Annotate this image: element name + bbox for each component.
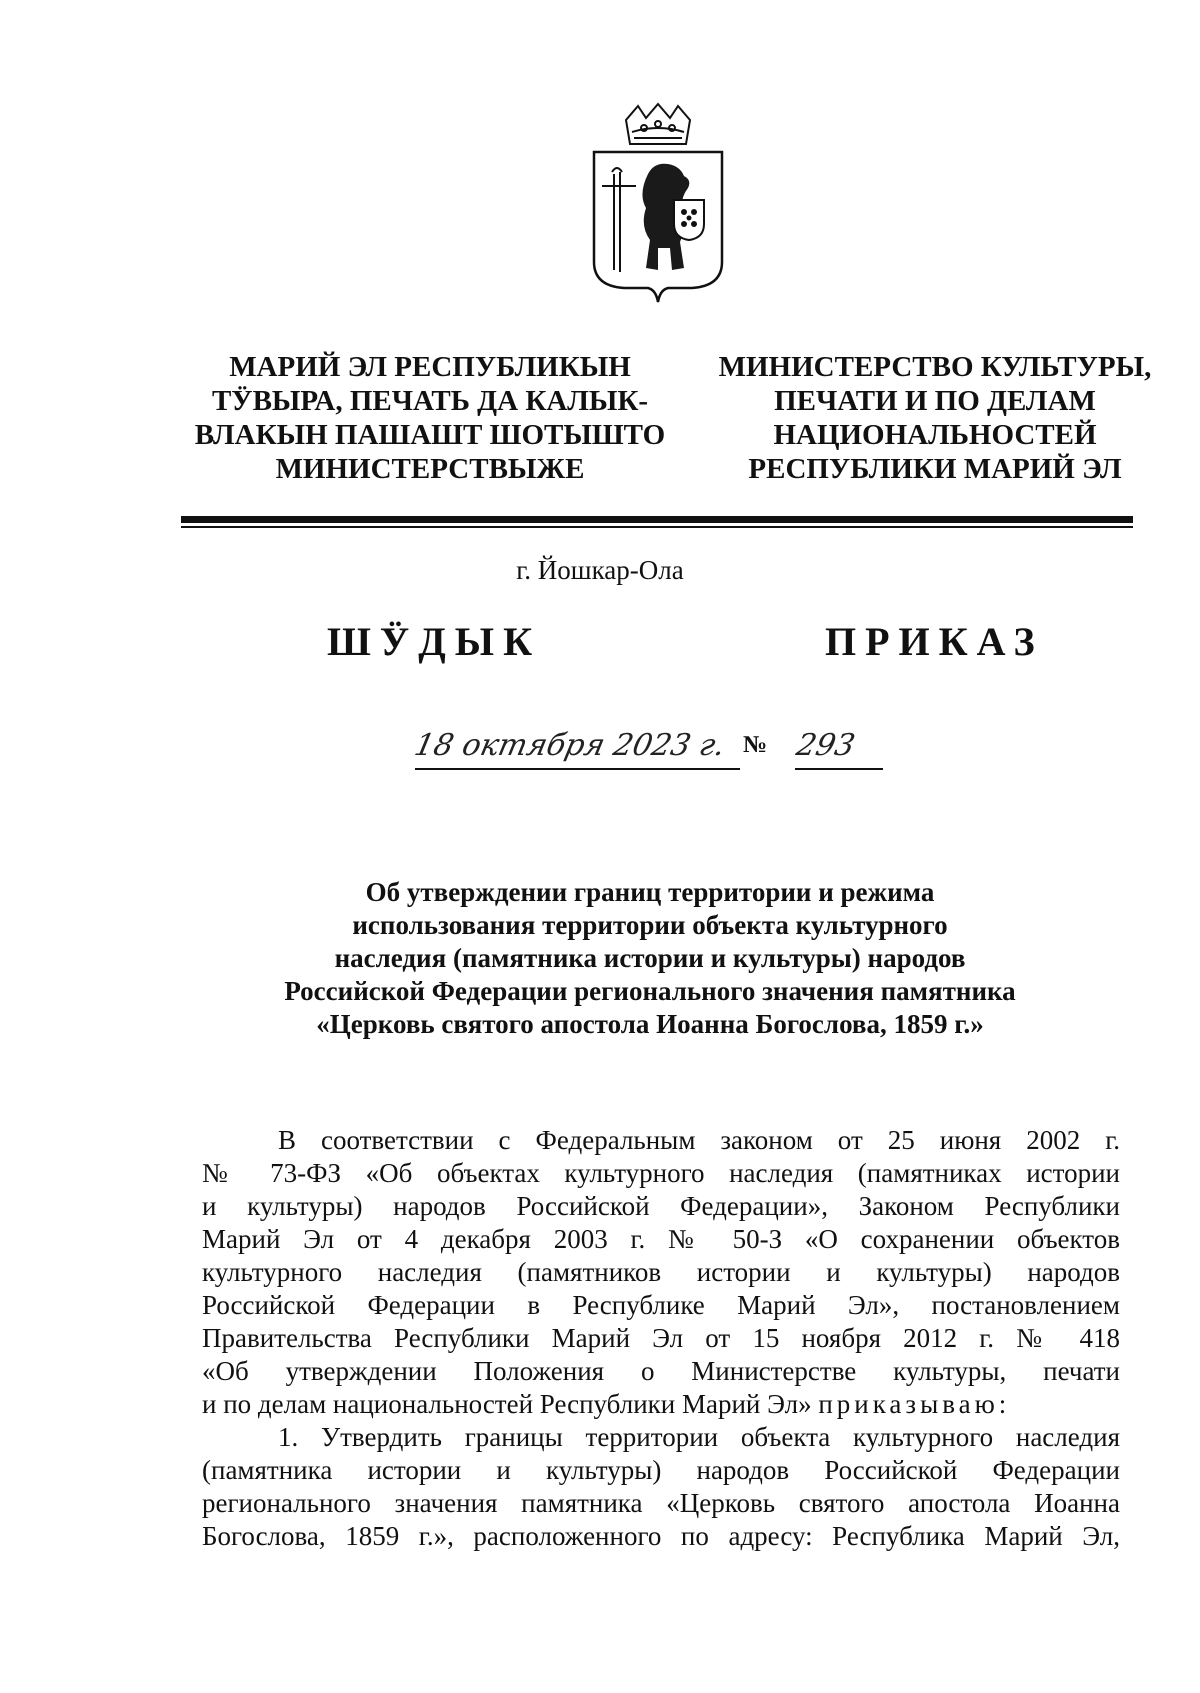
header-russian-line: МИНИСТЕРСТВО КУЛЬТУРЫ, [718,351,1152,383]
body-line: Богослова, 1859 г.», расположенного по адресу: Республика Марий Эл, [202,1521,1120,1551]
body-line-order [202,1388,1120,1421]
body-line: «Об утверждении Положения о Министерстве культуры, печати [202,1356,1120,1386]
title-line: Об утверждении границ территории и режима [365,877,935,907]
body-line-text: и по делам национальностей Республики Марий Эл» [202,1389,812,1419]
body-line: (памятника истории и культуры) народов Российской Федерации [202,1455,1120,1485]
body-line: Российской Федерации в Республике Марий Эл», постановлением [202,1290,1120,1320]
title-line: «Церковь святого апостола Иоанна Богослова, 1859 г.» [316,1009,984,1039]
document-title [180,876,1120,1041]
header-russian-line: НАЦИОНАЛЬНОСТЕЙ [773,419,1097,451]
handwritten-number: 293 [793,728,858,763]
body-line: 1. Утвердить границы территории объекта культурного наследия [278,1422,1120,1452]
header-russian-title [690,350,1180,486]
city-name: г. Йошкар-Ола [516,555,684,585]
body-line: № 73-ФЗ «Об объектах культурного наследия (памятниках истории [202,1158,1120,1188]
header-divider-thin [181,526,1133,528]
header-russian-line: РЕСПУБЛИКИ МАРИЙ ЭЛ [748,453,1122,485]
body-line: культурного наследия (памятников истории и культуры) народов [202,1257,1120,1287]
body-line: и культуры) народов Российской Федерации», Законом Республики [202,1191,1120,1221]
handwritten-date: 18 октября 2023 г. [411,728,729,763]
mari-el-coat-of-arms-icon [588,102,728,320]
header-mari-title [170,350,690,486]
body-line: В соответствии с Федеральным законом от 25 июня 2002 г. [278,1125,1120,1155]
header-mari-line: МИНИСТЕРСТВЫЖЕ [275,453,585,485]
header-mari-line: МАРИЙ ЭЛ РЕСПУБЛИКЫН [229,351,631,383]
title-line: Российской Федерации регионального значения памятника [284,976,1016,1006]
title-line: наследия (памятника истории и культуры) народов [334,943,966,973]
document-body [202,1124,1120,1553]
body-line: регионального значения памятника «Церковь святого апостола Иоанна [202,1488,1120,1518]
header-divider-thick [181,516,1133,523]
body-line: Марий Эл от 4 декабря 2003 г. № 50-З «О сохранении объектов [202,1224,1120,1254]
header-mari-line: ВЛАКЫН ПАШАШТ ШОТЫШТО [194,419,666,451]
date-underline [415,768,740,770]
doc-type-mari: ШӰДЫК [327,619,542,664]
header-mari-line: ТӰВЫРА, ПЕЧАТЬ ДА КАЛЫК- [211,385,649,417]
number-underline [795,768,883,770]
header-russian-line: ПЕЧАТИ И ПО ДЕЛАМ [774,385,1096,417]
title-line: использования территории объекта культурного [352,910,948,940]
body-line: Правительства Республики Марий Эл от 15 ноября 2012 г. № 418 [202,1323,1120,1353]
order-word: приказываю: [818,1389,1011,1419]
doc-type-russian: ПРИКАЗ [825,619,1044,664]
number-label: № [743,732,768,758]
